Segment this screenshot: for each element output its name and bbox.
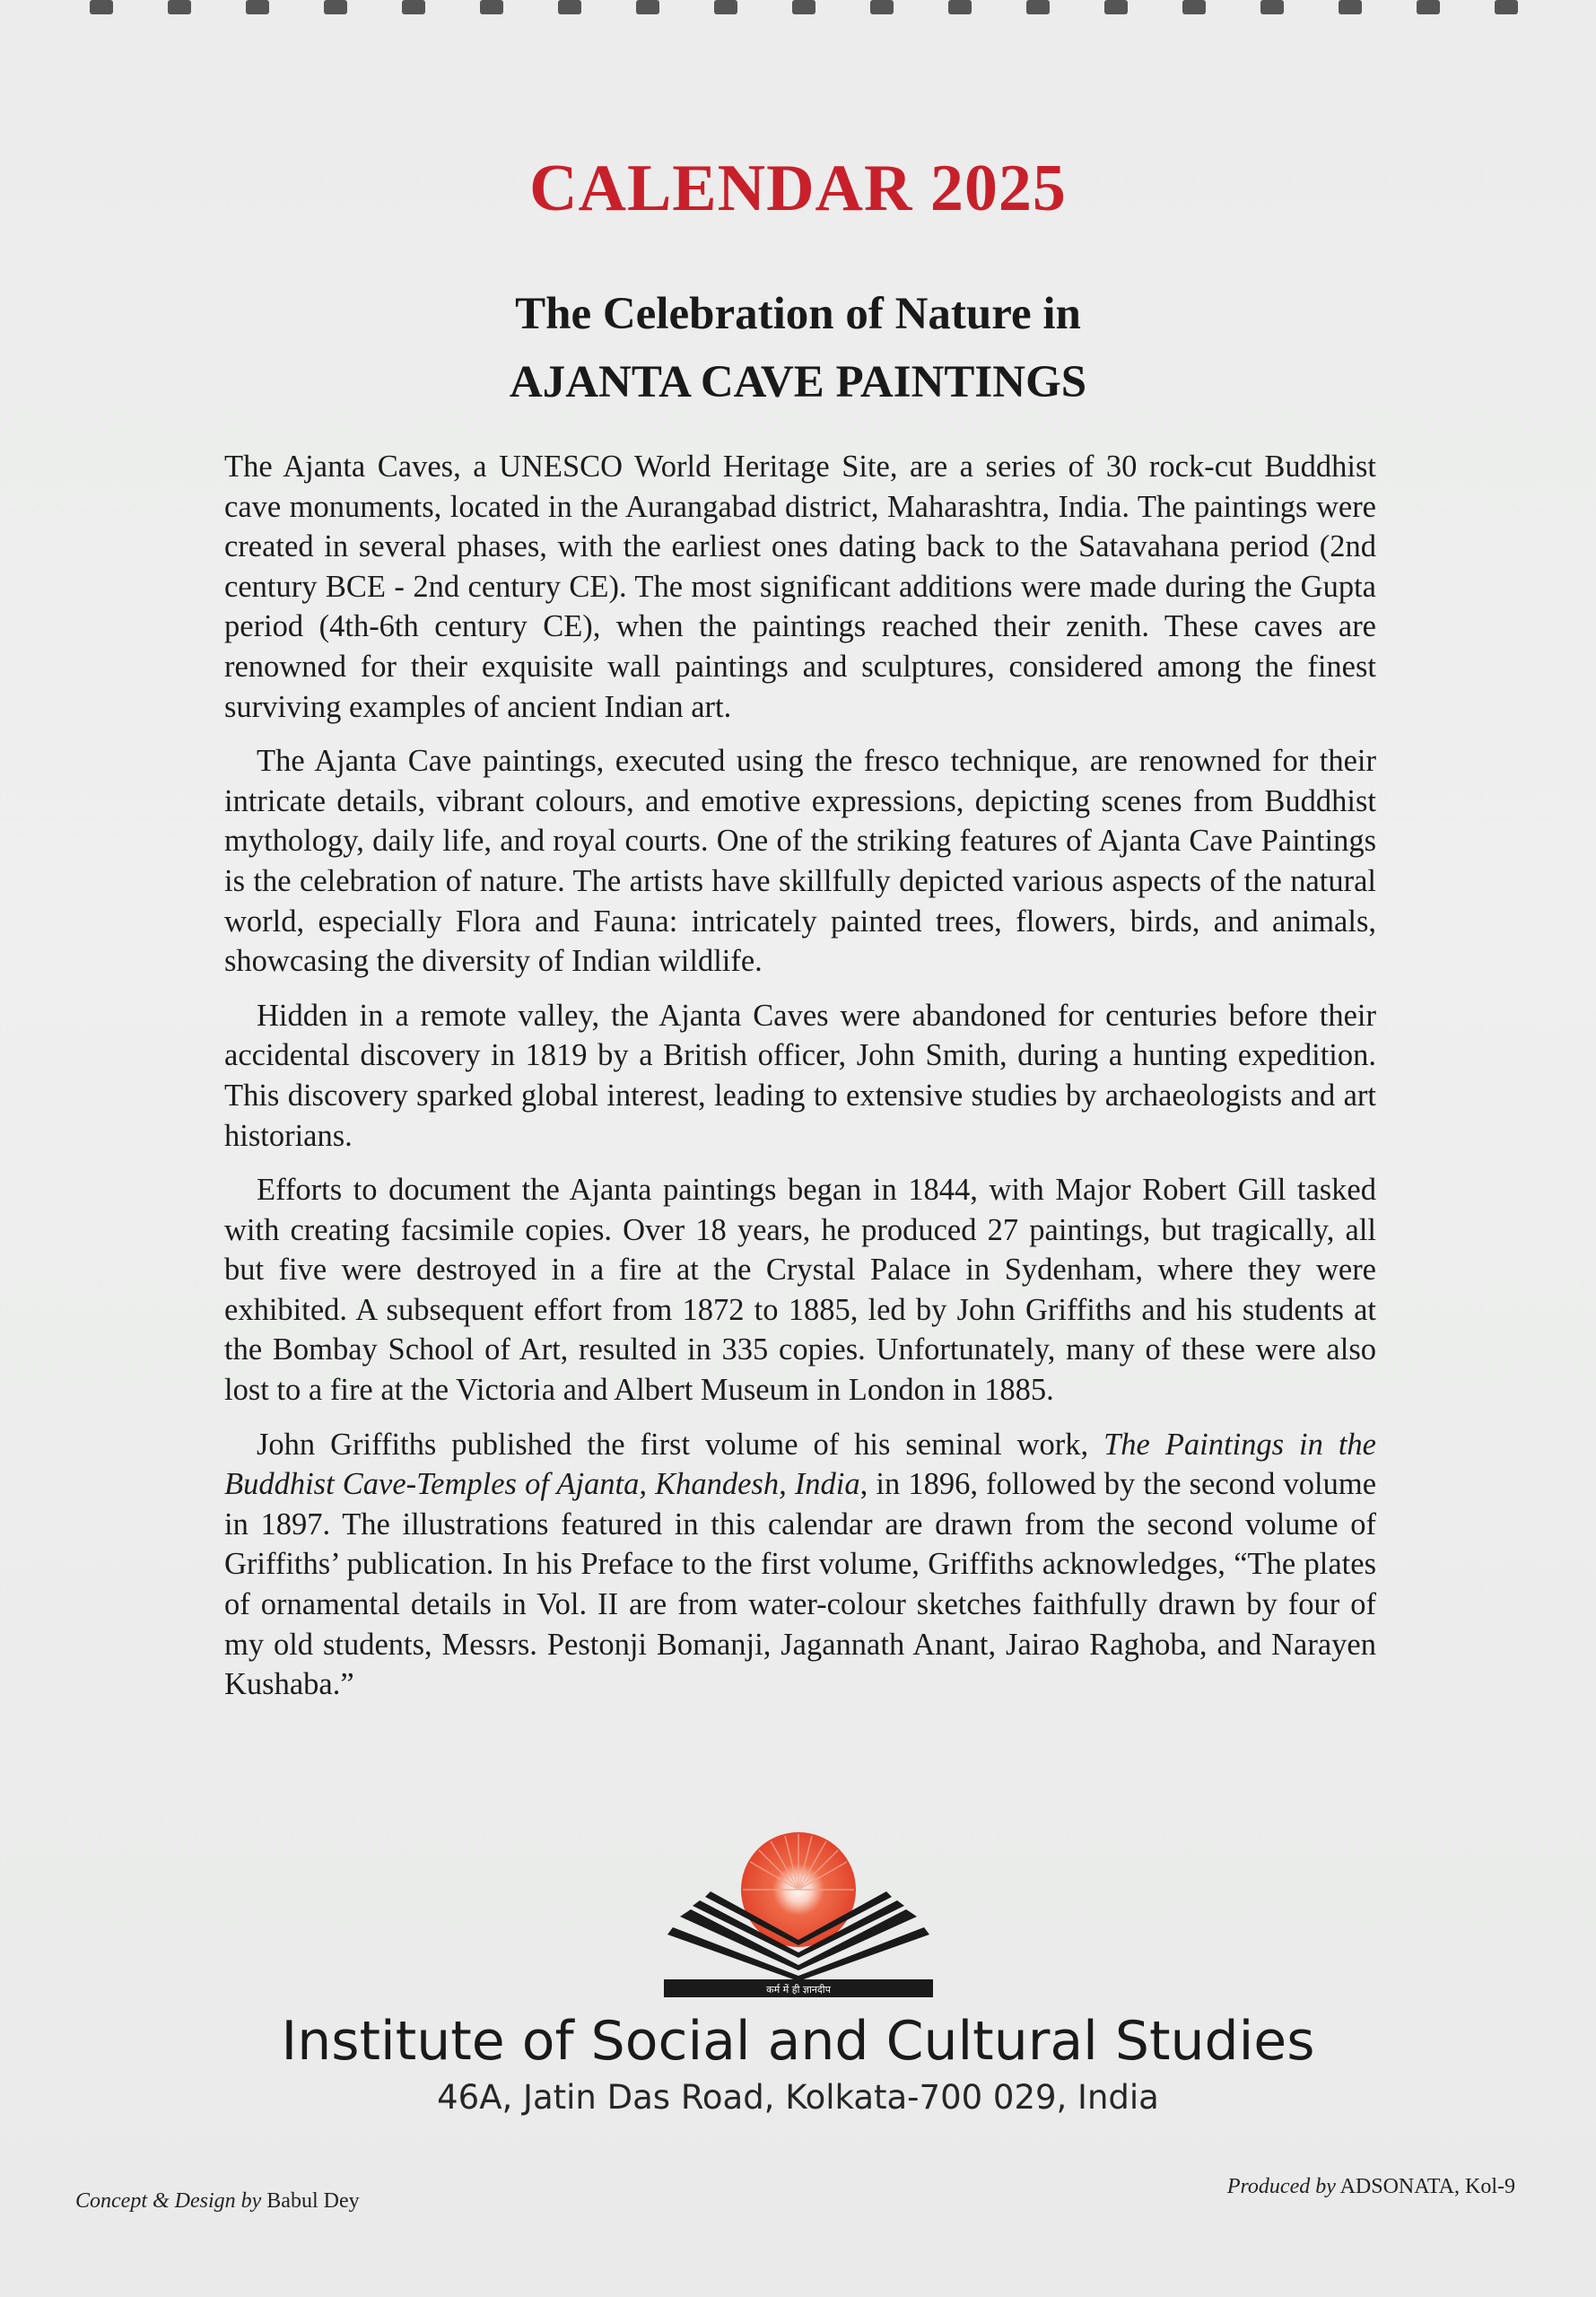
book-title: The Paintings in the Buddhist Cave-Temples of Ajanta, Khandesh, India [224,1427,1376,1502]
calendar-title: CALENDAR 2025 [529,152,1067,225]
page-subtitle [0,280,1596,416]
institute-logo [664,1830,933,1999]
paragraph-4: Efforts to document the Ajanta paintings began in 1844, with Major Robert Gill tasked with creating facsimile copies. Over 18 years, he produced 27 paintings, but tragically, all but five were destroyed in a fire at the Crystal Palace in Sydenham, where they were exhibited. A subsequent effort from 1872 to 1885, led by John Griffiths and his students at the Bombay School of Art, resulted in 335 copies. Unfortunately, many of these were also lost to a fire at the Victoria and Albert Museum in London in 1885. [224,1173,1376,1408]
institute-name: Institute of Social and Cultural Studies [281,2010,1315,2073]
producer-name: ADSONATA, Kol-9 [1339,2175,1515,2198]
paragraph-5-end: , in 1896, followed by the second volume in 1897. The illustrations featured in this calendar are drawn from the second volume of Griffiths’ publication. In his Preface to the first volume, Griffiths acknowledges, “The plates of ornamental details in Vol. II are from water-colour sketches faithfully drawn by four of my old students, Messrs. Pestonji Bomanji, Jagannath Anant, Jairao Raghoba, and Narayen Kushaba.” [224,1467,1377,1702]
logo-motto: कर्म में ही ज्ञानदीप [766,1984,831,1996]
design-credit-label: Concept & Design by [75,2189,262,2213]
paragraph-5 [224,1425,1376,1705]
paragraph-1: The Ajanta Caves, a UNESCO World Heritage Site, are a series of 30 rock-cut Buddhist cave monuments, located in the Aurangabad district, Maharashtra, India. The paintings were created in several phases, with the earliest ones dating back to the Satavahana period (2nd century BCE - 2nd century CE). The most significant additions were made during the Gupta period (4th-6th century CE), when the paintings reached their zenith. These caves are renowned for their exquisite wall paintings and sculptures, considered among the finest surviving examples of ancient Indian art. [224,450,1376,724]
subtitle-line-2: AJANTA CAVE PAINTINGS [509,357,1087,407]
article-body [224,447,1376,1719]
institute-address: 46A, Jatin Das Road, Kolkata-700 029, India [437,2078,1159,2117]
paragraph-3: Hidden in a remote valley, the Ajanta Caves were abandoned for centuries before their accidental discovery in 1819 by a British officer, John Smith, during a hunting expedition. This discovery sparked global interest, leading to extensive studies by archaeologists and art historians. [224,998,1376,1153]
producer-credit [1227,2175,1515,2199]
design-credit [75,2189,360,2214]
producer-credit-label: Produced by [1226,2175,1336,2198]
designer-name: Babul Dey [266,2189,360,2213]
spiral-binding [0,0,1596,23]
paragraph-5-start: John Griffiths published the first volume of his seminal work, [257,1427,1104,1462]
subtitle-line-1: The Celebration of Nature in [515,289,1081,339]
paragraph-2: The Ajanta Cave paintings, executed using the fresco technique, are renowned for their intricate details, vibrant colours, and emotive expressions, depicting scenes from Buddhist mythology, daily life, and royal courts. One of the striking features of Ajanta Cave Paintings is the celebration of nature. The artists have skillfully depicted various aspects of the natural world, especially Flora and Fauna: intricately painted trees, flowers, birds, and animals, showcasing the diversity of Indian wildlife. [224,744,1376,979]
